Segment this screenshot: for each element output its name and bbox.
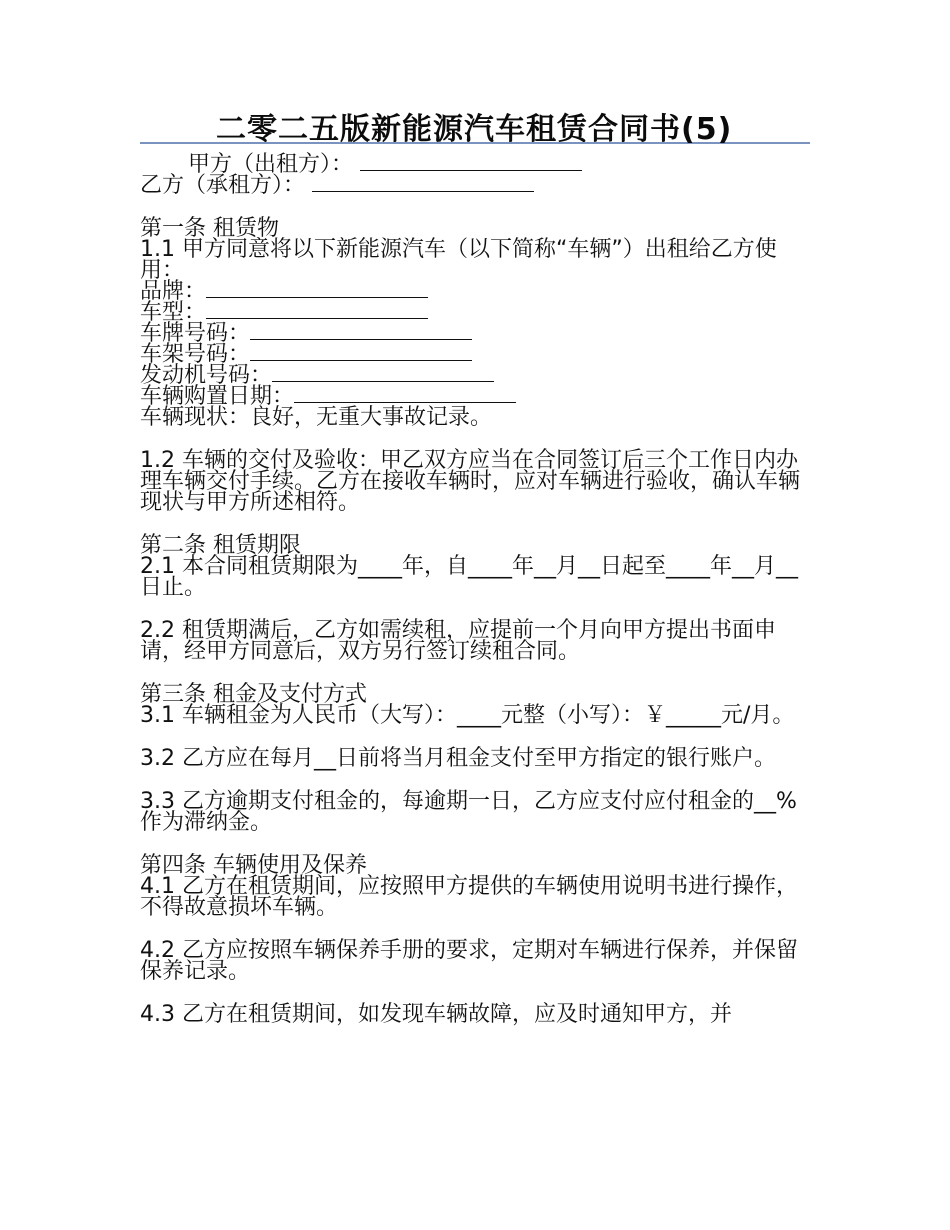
vin-label: 车架号码：	[140, 342, 251, 367]
model-line	[140, 302, 810, 323]
engine-line	[140, 365, 810, 386]
party-a-label: 甲方（出租方）：	[188, 152, 354, 177]
plate-label: 车牌号码：	[140, 321, 251, 346]
spacer	[140, 918, 810, 940]
vin-blank	[250, 346, 472, 361]
title-block	[140, 100, 810, 147]
spacer	[140, 662, 810, 684]
article2-p2: 2.2 租赁期满后，乙方如需续租，应提前一个月向甲方提出书面申请，经甲方同意后，双方另行签订续租合同。	[140, 618, 776, 664]
spacer	[140, 726, 810, 748]
contract-page	[140, 100, 810, 1025]
article1-p2: 1.2 车辆的交付及验收：甲乙双方应当在合同签订后三个工作日内办理车辆交付手续。乙方在接收车辆时，应对车辆进行验收，确认车辆现状与甲方所述相符。	[140, 448, 801, 515]
brand-label: 品牌：	[140, 279, 207, 304]
engine-blank	[272, 367, 494, 382]
article3-p2: 3.2 乙方应在每月__日前将当月租金支付至甲方指定的银行账户。	[140, 746, 776, 771]
spacer	[140, 598, 810, 620]
purchase-date-blank	[294, 388, 516, 403]
spacer	[140, 769, 810, 791]
party-b-blank	[312, 177, 534, 192]
brand-line	[140, 281, 810, 302]
party-a-blank	[360, 156, 582, 171]
plate-line	[140, 323, 810, 344]
article4-p3: 4.3 乙方在租赁期间，如发现车辆故障，应及时通知甲方，并	[140, 1002, 732, 1027]
plate-blank	[250, 325, 472, 340]
party-b-line	[140, 175, 810, 196]
spacer	[140, 513, 810, 535]
spacer	[140, 833, 810, 855]
condition-line: 车辆现状：良好，无重大事故记录。	[140, 405, 493, 430]
article3-p1: 3.1 车辆租金为人民币（大写）：____元整（小写）：￥_____元/月。	[140, 703, 795, 728]
party-a-line	[140, 154, 810, 175]
article4-heading: 第四条 车辆使用及保养	[140, 853, 367, 878]
article2-p1: 2.1 本合同租赁期限为____年，自____年__月__日起至____年__月__日止。	[140, 554, 798, 600]
article4-p1: 4.1 乙方在租赁期间，应按照甲方提供的车辆使用说明书进行操作，不得故意损坏车辆。	[140, 874, 798, 920]
spacer	[140, 196, 810, 218]
model-blank	[206, 304, 428, 319]
article4-p2: 4.2 乙方应按照车辆保养手册的要求，定期对车辆进行保养，并保留保养记录。	[140, 938, 798, 984]
vin-line	[140, 344, 810, 365]
purchase-date-line	[140, 386, 810, 407]
article3-heading: 第三条 租金及支付方式	[140, 682, 367, 707]
purchase-date-label: 车辆购置日期：	[140, 384, 295, 409]
article3-p3: 3.3 乙方逾期支付租金的，每逾期一日，乙方应支付应付租金的__%作为滞纳金。	[140, 789, 797, 835]
engine-label: 发动机号码：	[140, 363, 273, 388]
brand-blank	[206, 283, 428, 298]
article2-heading: 第二条 租赁期限	[140, 533, 301, 558]
article1-p1: 1.1 甲方同意将以下新能源汽车（以下简称“车辆”）出租给乙方使用：	[140, 237, 777, 283]
document-title: 二零二五版新能源汽车租赁合同书(5)	[216, 112, 733, 147]
article1-heading: 第一条 租赁物	[140, 216, 279, 241]
model-label: 车型：	[140, 300, 207, 325]
spacer	[140, 982, 810, 1004]
party-b-label: 乙方（承租方）：	[140, 173, 306, 198]
spacer	[140, 428, 810, 450]
